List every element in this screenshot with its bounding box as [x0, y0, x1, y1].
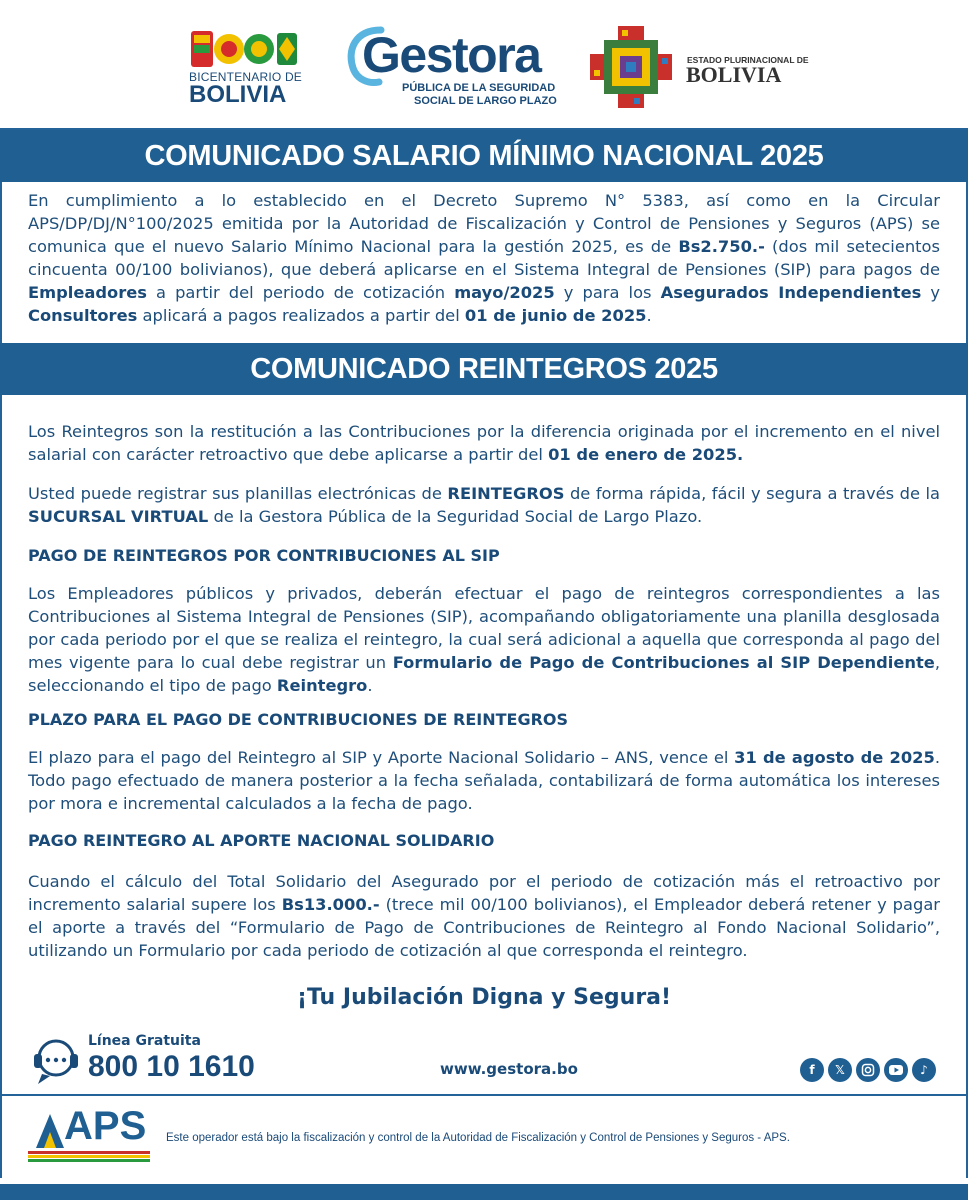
hotline-label: Línea Gratuita [88, 1033, 201, 1049]
text-run: Los Empleadores públicos y privados, deberán efectuar el pago de reintegros correspondientes a las Contribuciones al Sistema Integral de Pensiones (SIP), acompañando obligatoriamente una planilla desglosada por cada periodo por el que se realiza el reintegro, la cual será adicional a aquella que corresponda al pago del mes vigente para lo cual debe registrar un [28, 584, 940, 672]
tiktok-icon[interactable]: ♪ [912, 1058, 936, 1082]
text-run: En cumplimiento a lo establecido en el Decreto Supremo N° 5383, así como en la Circular APS/DP/DJ/N°100/2025 emitida por la Autoridad de Fiscalización y Control de Pensiones y Seguros (APS) se comunica que el nuevo Salario Mínimo Nacional para la gestión 2025, es de [28, 191, 940, 256]
reintegros-title: COMUNICADO REINTEGROS 2025 [250, 352, 718, 385]
chakana-emblem [590, 26, 672, 108]
bold-run: 01 de enero de 2025. [548, 445, 744, 464]
bicentenario-line2: BOLIVIA [189, 81, 287, 108]
reintegros-paragraph-1 [28, 420, 940, 466]
bicentenario-line1: BICENTENARIO DE [189, 70, 303, 84]
reintegros-paragraph-2 [28, 482, 940, 528]
bold-run: mayo/2025 [454, 283, 555, 302]
salario-paragraph [28, 189, 940, 327]
slogan: ¡Tu Jubilación Digna y Segura! [296, 985, 672, 1010]
text-run: Usted puede registrar sus planillas electrónicas de [28, 484, 448, 503]
youtube-icon[interactable] [884, 1058, 908, 1082]
text-run: (trece mil 00/100 bolivianos), el Empleador deberá retener y pagar el aporte a través del “Formulario de Pago de Contribuciones de Reintegro al Fondo Nacional Solidario”, utilizando un Formulario por cada periodo de cotización al que corresponda el reintegro. [28, 895, 940, 960]
salario-title: COMUNICADO SALARIO MÍNIMO NACIONAL 2025 [144, 139, 824, 172]
aps-regulation-note: Este operador está bajo la fiscalización y control de la Autoridad de Fiscalización y Control de Pensiones y Seguros - APS. [166, 1132, 790, 1144]
reintegros-paragraph-3 [28, 582, 940, 697]
heading-pago-sip: PAGO DE REINTEGROS POR CONTRIBUCIONES AL SIP [28, 546, 500, 565]
x-icon[interactable]: 𝕏 [828, 1058, 852, 1082]
aps-logo-text: APS [64, 1104, 147, 1148]
text-run: . [646, 306, 652, 325]
hotline-number[interactable]: 800 10 1610 [88, 1050, 255, 1083]
text-run: aplicará a pagos realizados a partir del [137, 306, 465, 325]
bold-run: Formulario de Pago de Contribuciones al SIP Dependiente [392, 653, 935, 672]
header [0, 0, 968, 128]
text-run: a partir del periodo de cotización [146, 283, 455, 302]
reintegros-banner [0, 343, 968, 395]
bold-run: Reintegro [276, 676, 368, 695]
gestora-subtitle-1: PÚBLICA DE LA SEGURIDAD [402, 82, 556, 94]
footer-divider [0, 1094, 968, 1096]
estado-line2: BOLIVIA [686, 62, 782, 87]
facebook-icon[interactable]: f [800, 1058, 824, 1082]
headset-support-icon[interactable] [28, 1034, 84, 1088]
frame-left-border [0, 128, 2, 1178]
reintegros-paragraph-4 [28, 746, 940, 815]
heading-plazo: PLAZO PARA EL PAGO DE CONTRIBUCIONES DE REINTEGROS [28, 710, 569, 729]
estado-line1: ESTADO PLURINACIONAL DE [687, 55, 809, 65]
heading-aporte-solidario: PAGO REINTEGRO AL APORTE NACIONAL SOLIDARIO [28, 831, 495, 850]
bold-run: 31 de agosto de 2025 [734, 748, 935, 767]
gestora-subtitle-2: SOCIAL DE LARGO PLAZO [414, 95, 557, 107]
instagram-icon[interactable] [856, 1058, 880, 1082]
website-link[interactable]: www.gestora.bo [440, 1060, 578, 1078]
text-run: y [921, 283, 941, 302]
gestora-wordmark: Gestora [362, 27, 541, 83]
text-run: Los Reintegros son la restitución a las Contribuciones por la diferencia originada por el incremento en el nivel salarial con carácter retroactivo que debe aplicarse a partir del [28, 422, 940, 464]
text-run: . Todo pago efectuado de manera posterior a la fecha señalada, contabilizará de forma automática los intereses por mora e incremental calculados a la fecha de pago. [28, 748, 940, 813]
text-run: . [367, 676, 373, 695]
bold-run: Asegurados Independientes [660, 283, 922, 302]
text-run: Cuando el cálculo del Total Solidario del Asegurado por el periodo de cotización más el retroactivo por incremento salarial supere los [28, 872, 940, 914]
bicentenario-emblem [191, 31, 298, 69]
text-run: y para los [554, 283, 661, 302]
salary-amount: Bs2.750.- [678, 237, 765, 256]
text-run: (dos mil setecientos cincuenta 00/100 bolivianos), que deberá aplicarse en el Sistema Integral de Pensiones (SIP) para pagos de [28, 237, 940, 279]
text-run: , seleccionando el tipo de pago [28, 653, 940, 695]
bold-run: Empleadores [28, 283, 147, 302]
bold-run: 01 de junio de 2025 [464, 306, 647, 325]
bottom-bar [0, 1184, 968, 1200]
bold-run: Bs13.000.- [281, 895, 380, 914]
text-run: El plazo para el pago del Reintegro al SIP y Aporte Nacional Solidario – ANS, vence el [28, 748, 735, 767]
bold-run: Consultores [28, 306, 138, 325]
reintegros-paragraph-5 [28, 870, 940, 962]
text-run: de la Gestora Pública de la Seguridad Social de Largo Plazo. [208, 507, 703, 526]
bold-run: REINTEGROS [447, 484, 565, 503]
text-run: de forma rápida, fácil y segura a través de la [564, 484, 940, 503]
bold-run: SUCURSAL VIRTUAL [28, 507, 209, 526]
salario-banner [0, 130, 968, 182]
